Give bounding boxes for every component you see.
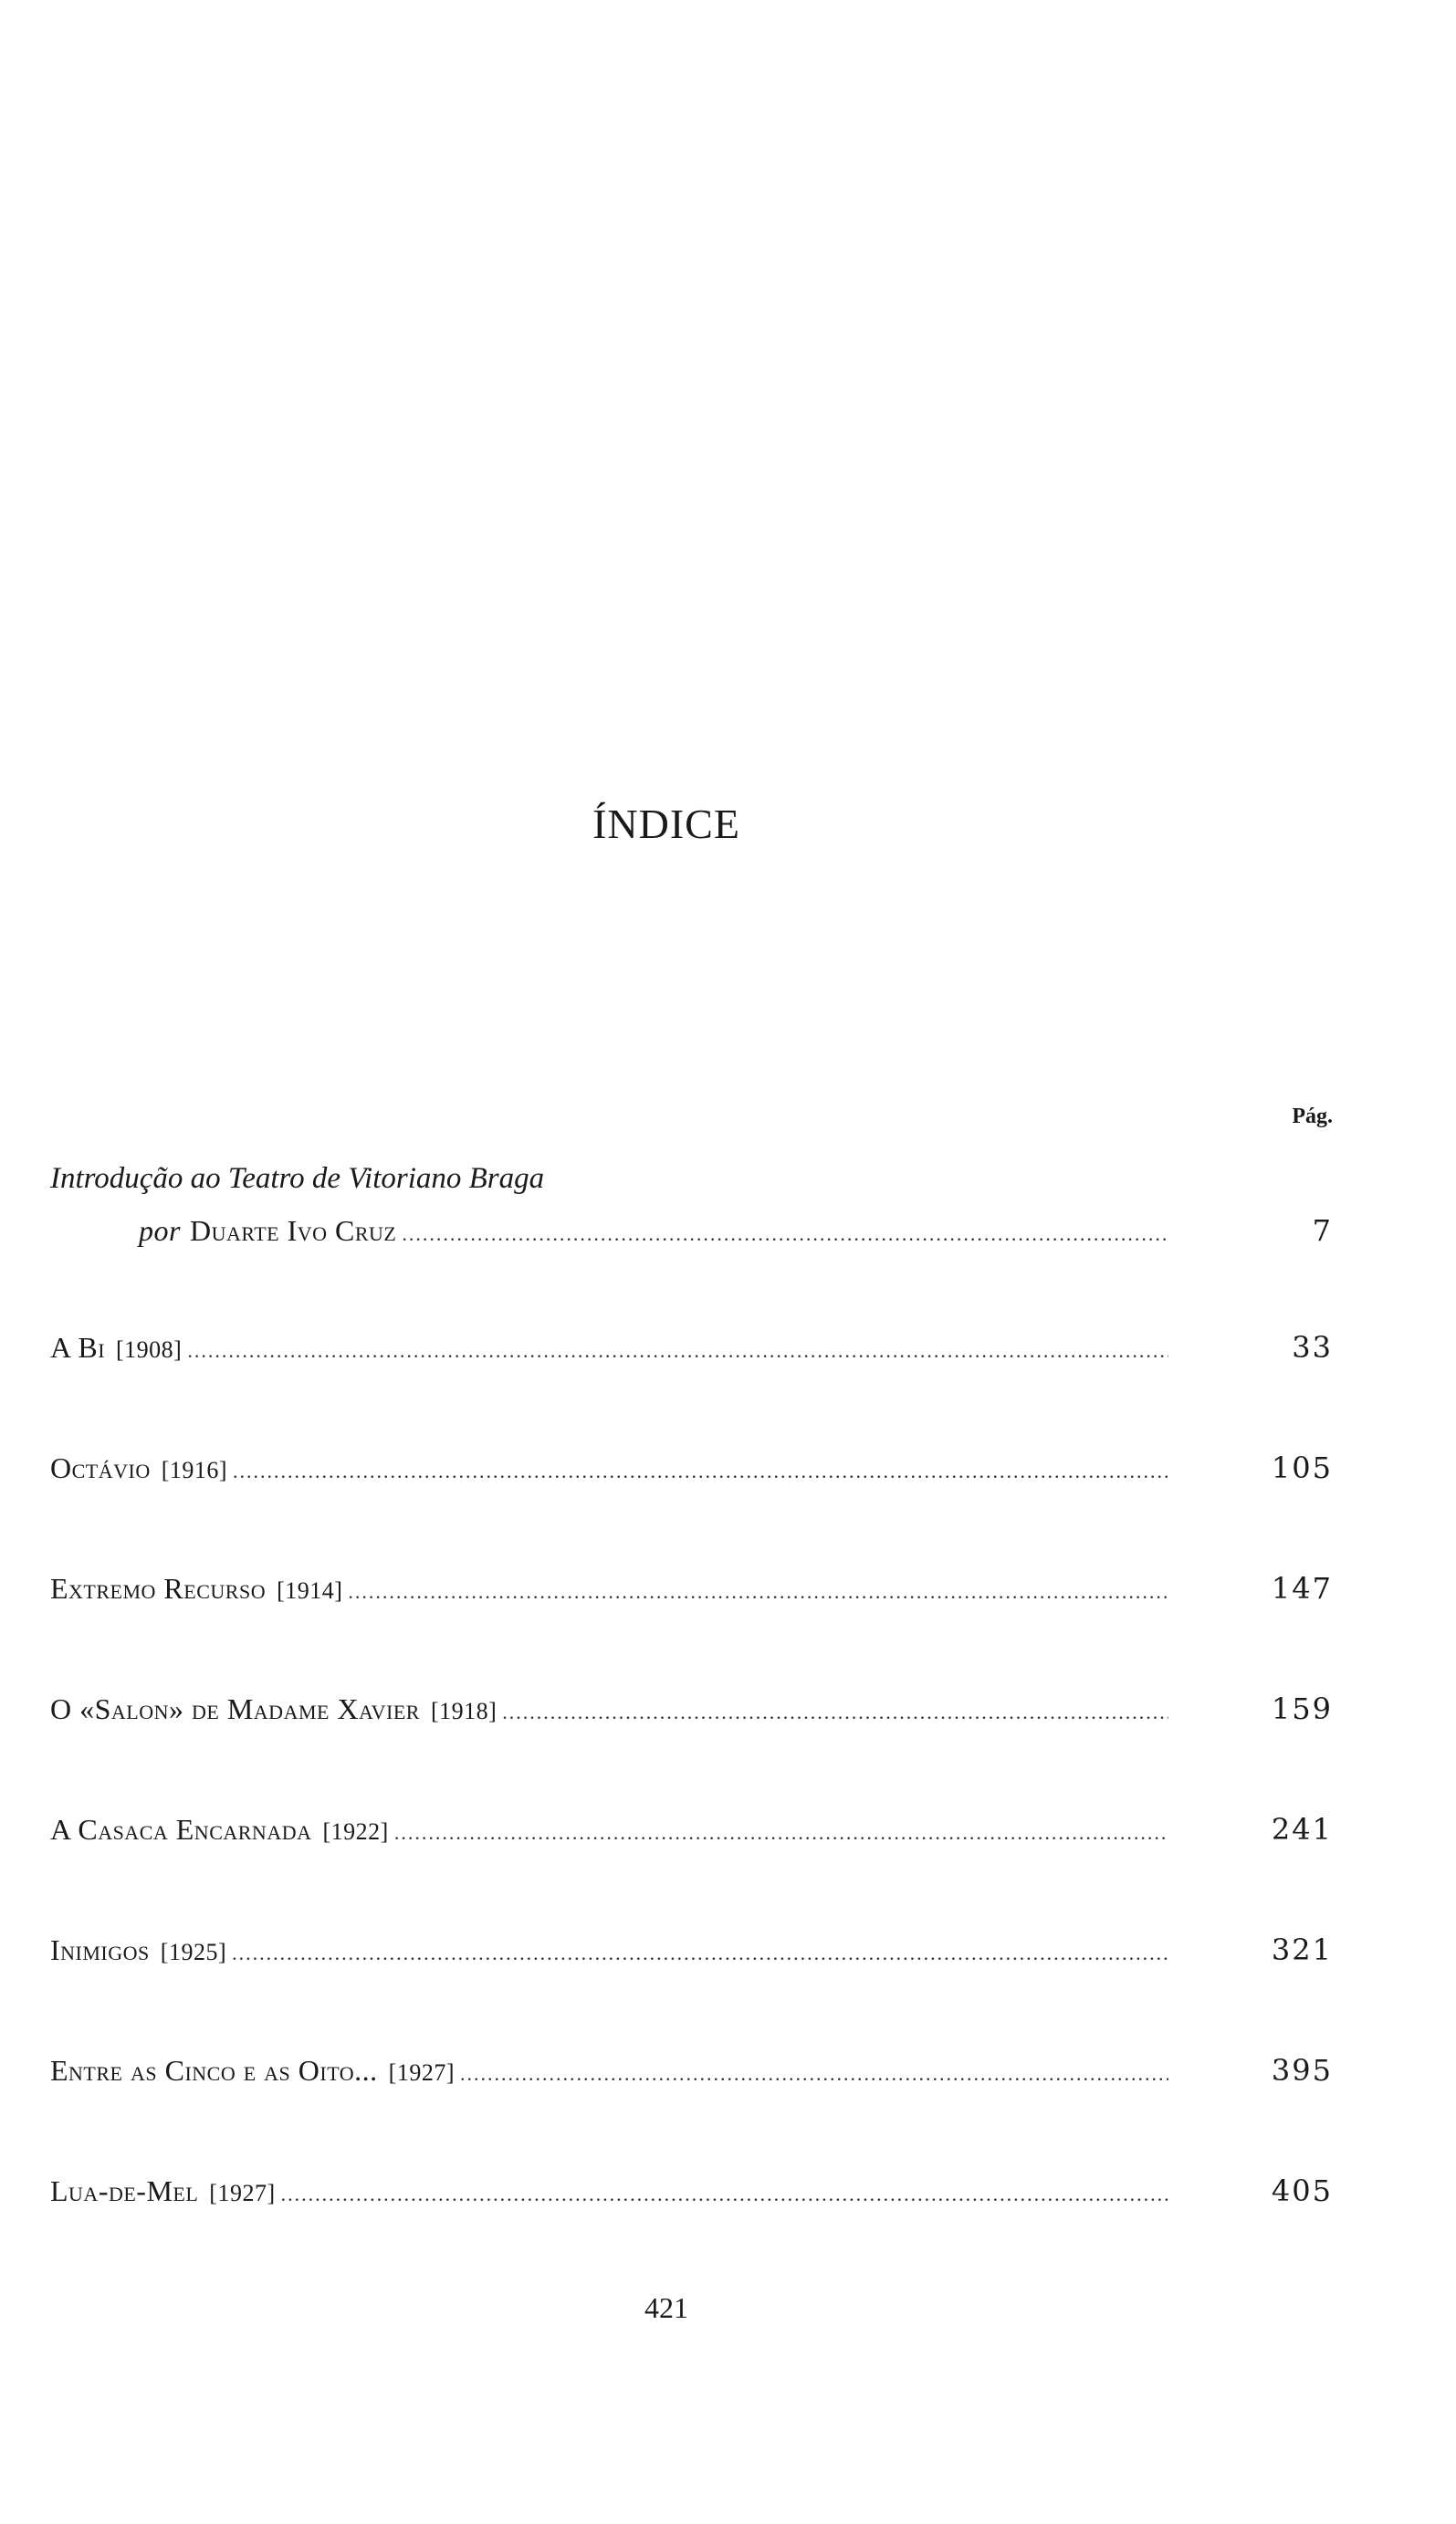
entry-title: Lua-de-Mel [1927] (50, 2174, 276, 2207)
page-title: ÍNDICE (592, 801, 740, 847)
intro-by-word: por (139, 1214, 181, 1247)
entry-year: [1916] (161, 1457, 228, 1483)
toc-entry (50, 1694, 1168, 1723)
dot-leader (187, 1341, 1168, 1361)
entry-title: A Bi [1908] (50, 1331, 183, 1364)
entry-page-number: 147 (1271, 1571, 1333, 1606)
dot-leader (502, 1702, 1168, 1723)
toc-entry (50, 1815, 1168, 1844)
dot-leader (281, 2184, 1168, 2205)
entry-year: [1925] (160, 1939, 227, 1965)
entry-page-number: 241 (1271, 1812, 1333, 1847)
entry-page-number: 33 (1292, 1330, 1333, 1365)
page-column-label: Pág. (1292, 1105, 1333, 1128)
entry-title: Entre as Cinco e as Oito... [1927] (50, 2054, 455, 2087)
entry-title: A Casaca Encarnada [1922] (50, 1813, 389, 1846)
dot-leader (460, 2064, 1168, 2084)
entry-year: [1927] (388, 2059, 455, 2086)
entry-page-number: 105 (1271, 1451, 1333, 1485)
entry-year: [1908] (116, 1336, 183, 1363)
intro-author-name: Duarte Ivo Cruz (189, 1214, 397, 1247)
dot-leader (402, 1224, 1168, 1244)
entry-page-number: 159 (1271, 1691, 1333, 1726)
entry-title: O «Salon» de Madame Xavier [1918] (50, 1692, 498, 1725)
entry-title: Octávio [1916] (50, 1451, 228, 1484)
toc-entry (50, 1935, 1168, 1964)
entry-page-number: 395 (1271, 2053, 1333, 2088)
toc-entry (50, 1453, 1168, 1482)
dot-leader (232, 1943, 1168, 1964)
toc-entry-intro (139, 1216, 1168, 1245)
dot-leader (233, 1461, 1168, 1482)
entry-title: Extremo Recurso [1914] (50, 1572, 343, 1605)
entry-year: [1927] (209, 2180, 276, 2206)
entry-page-number: 405 (1271, 2173, 1333, 2208)
dot-leader (348, 1582, 1168, 1602)
dot-leader (394, 1823, 1168, 1843)
entry-page-number: 321 (1271, 1932, 1333, 1967)
folio-page-number: 421 (644, 2291, 688, 2324)
entry-year: [1914] (277, 1577, 343, 1604)
entry-year: [1918] (430, 1698, 498, 1724)
entry-year: [1922] (322, 1818, 389, 1845)
toc-entry (50, 2176, 1168, 2205)
toc-entry (50, 1333, 1168, 1362)
toc-entry (50, 1574, 1168, 1603)
entry-title: Inimigos [1925] (50, 1933, 227, 1966)
intro-page-number: 7 (1312, 1213, 1333, 1248)
toc-entry (50, 2056, 1168, 2085)
intro-author (139, 1216, 396, 1245)
intro-title: Introdução ao Teatro de Vitoriano Braga (50, 1162, 545, 1195)
